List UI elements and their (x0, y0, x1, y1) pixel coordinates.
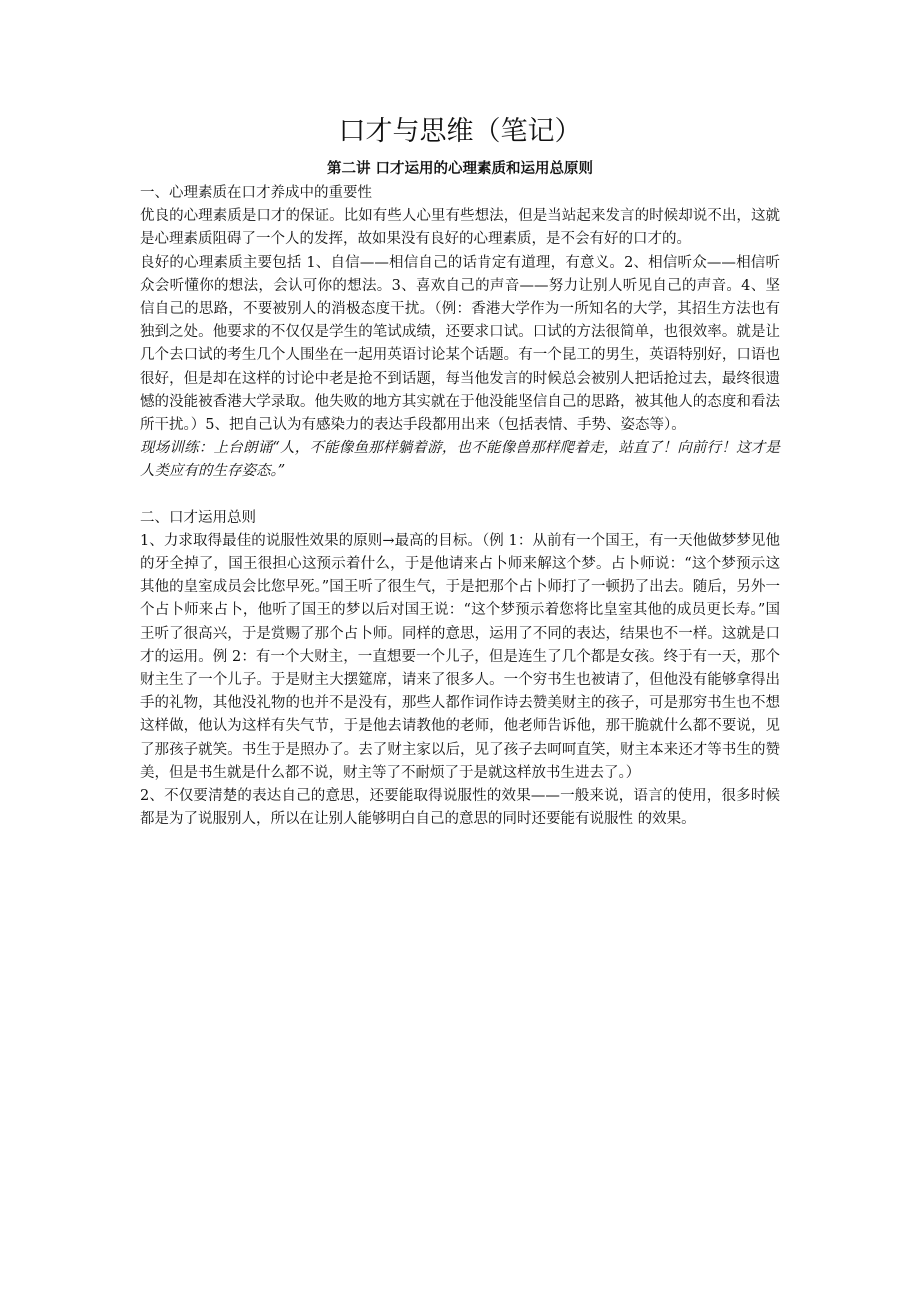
section-1-heading: 一、心理素质在口才养成中的重要性 (140, 185, 372, 201)
document-title: 口才与思维（笔记） (338, 116, 582, 147)
section-1-paragraph-1: 优良的心理素质是口才的保证。比如有些人心里有些想法，但是当站起来发言的时候却说不出，这就是心理素质阻碍了一个人的发挥，故如果没有良好的心理素质，是不会有好的口才的。 (140, 208, 780, 248)
paragraph-spacer (140, 484, 780, 507)
section-2-paragraph-1: 1、力求取得最佳的说服性效果的原则→最高的目标。（例 1：从前有一个国王，有一天他做梦梦见他的牙全掉了，国王很担心这预示着什么，于是他请来占卜师来解这个梦。占卜师说：“这个梦预示这其他的皇室成员会比您早死。”国王听了很生气，于是把那个占卜师打了一顿扔了出去。随后，另外一个占卜师来占卜，他听了国王的梦以后对国王说：“这个梦预示着您将比皇室其他的成员更长寿。”国王听了很高兴，于是赏赐了那个占卜师。同样的意思，运用了不同的表达，结果也不一样。这就是口才的运用。例 2：有一个大财主，一直想要一个儿子，但是连生了几个都是女孩。终于有一天，那个财主生了一个儿子。于是财主大摆筵席，请来了很多人。一个穷书生也被请了，但他没有能够拿得出手的礼物，其他没礼物的也并不是没有，那些人都作词作诗去赞美财主的孩子，可是那穷书生也不想这样做，他认为这样有失气节，于是他去请教他的老师，他老师告诉他，那干脆就什么都不要说，见了那孩子就笑。书生于是照办了。去了财主家以后，见了孩子去呵呵直笑，财主本来还才等书生的赞美，但是书生就是什么都不说，财主等了不耐烦了于是就这样放书生进去了。） (140, 532, 780, 781)
training-exercise: 现场训练：上台朗诵“人，不能像鱼那样躺着游，也不能像兽那样爬着走，站直了！向前行！这才是人类应有的生存姿态。” (140, 440, 780, 480)
lecture-subtitle: 第二讲 口才运用的心理素质和运用总原则 (326, 160, 594, 177)
section-1-paragraph-2: 良好的心理素质主要包括 1、自信——相信自己的话肯定有道理，有意义。2、相信听众——相信听众会听懂你的想法，会认可你的想法。3、喜欢自己的声音——努力让别人听见自己的声音。4、坚信自己的思路，不要被别人的消极态度干扰。（例：香港大学作为一所知名的大学，其招生方法也有独到之处。他要求的不仅仅是学生的笔试成绩，还要求口试。口试的方法很简单，也很效率。就是让几个去口试的考生几个人围坐在一起用英语讨论某个话题。有一个昆工的男生，英语特别好，口语也很好，但是却在这样的讨论中老是抢不到话题，每当他发言的时候总会被别人把话抢过去，最终很遗憾的没能被香港大学录取。他失败的地方其实就在于他没能坚信自己的思路，被其他人的态度和看法所干扰。）5、把自己认为有感染力的表达手段都用出来（包括表情、手势、姿态等）。 (140, 254, 780, 434)
document-page (140, 112, 780, 831)
section-2-paragraph-2: 2、不仅要清楚的表达自己的意思，还要能取得说服性的效果——一般来说，语言的使用，很多时候都是为了说服别人，所以在让别人能够明白自己的意思的同时还要能有说服性 的效果。 (140, 788, 780, 828)
section-2-heading: 二、口才运用总则 (140, 509, 256, 526)
